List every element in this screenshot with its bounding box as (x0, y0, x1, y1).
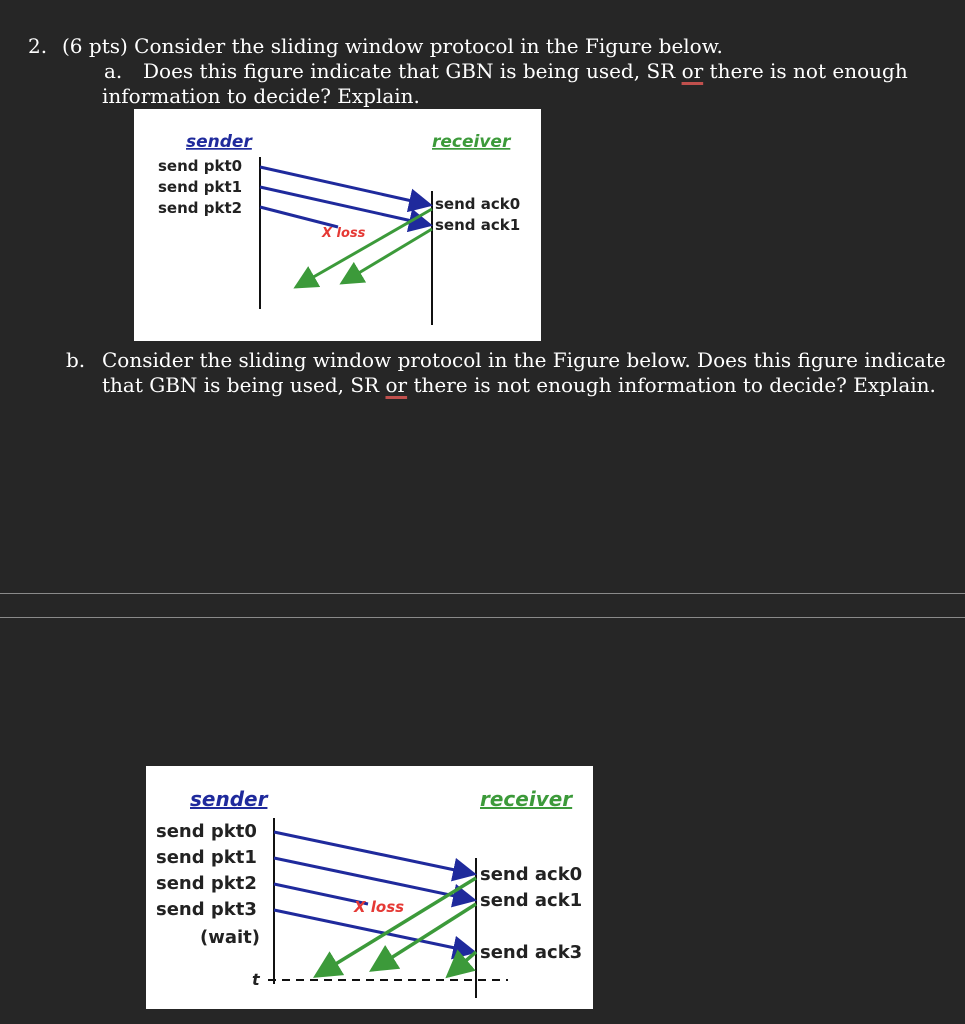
part-b-line1: Consider the sliding window protocol in the Figure below. Does this figure indicate (102, 348, 946, 372)
fig2-ack0-arrow (316, 878, 476, 976)
fig1-send-pkt1: send pkt1 (158, 178, 243, 196)
fig1-pkt1-arrow (260, 187, 430, 225)
fig2-pkt0-arrow (274, 832, 474, 874)
fig2-send-pkt1: send pkt1 (156, 847, 257, 868)
fig2-timer-label: t (252, 970, 260, 989)
fig1-sender-label: sender (186, 132, 252, 152)
fig2-send-ack1: send ack1 (480, 890, 583, 911)
fig2-receiver-label: receiver (480, 787, 573, 811)
fig2-send-pkt0: send pkt0 (156, 821, 257, 842)
fig2-send-pkt2: send pkt2 (156, 873, 257, 894)
fig1-pkt0-arrow (260, 167, 430, 205)
part-b-label: b. (66, 348, 86, 372)
part-a-line1 (143, 59, 908, 84)
part-a-line2: information to decide? Explain. (102, 84, 420, 108)
fig2-loss-label: X loss (354, 898, 405, 916)
part-b-or: or (385, 373, 408, 397)
fig2-pkt3-arrow (274, 910, 474, 952)
part-b-line2-post: there is not enough information to decide? Explain. (407, 373, 936, 397)
fig2-sender-label: sender (190, 787, 268, 811)
part-a-or: or (681, 59, 704, 83)
question-number: 2. (28, 34, 48, 58)
fig1-send-pkt2: send pkt2 (158, 199, 243, 217)
fig2-pkt1-arrow (274, 858, 474, 900)
fig1-send-pkt0: send pkt0 (158, 157, 243, 175)
fig2-send-pkt3: send pkt3 (156, 899, 257, 920)
separator-top (0, 593, 965, 594)
figure-2 (146, 766, 593, 1009)
part-a-label: a. (104, 59, 123, 83)
part-b-line2-pre: that GBN is being used, SR (102, 373, 386, 397)
fig1-pkt2-arrow (260, 207, 338, 227)
figure-2-diagram (146, 766, 593, 1009)
fig2-send-ack0: send ack0 (480, 864, 583, 885)
part-a-line1-post: there is not enough (703, 59, 908, 83)
fig2-ack3-arrow (448, 952, 476, 976)
part-a-line1-pre: Does this figure indicate that GBN is being used, SR (143, 59, 682, 83)
question-header: (6 pts) Consider the sliding window protocol in the Figure below. (62, 34, 723, 58)
fig1-send-ack0: send ack0 (435, 195, 521, 213)
fig1-send-ack1: send ack1 (435, 216, 521, 234)
fig2-wait-label: (wait) (200, 927, 261, 948)
fig1-receiver-label: receiver (432, 132, 511, 152)
part-b-line2 (102, 373, 936, 398)
fig1-loss-label: X loss (322, 226, 366, 241)
figure-1-diagram (134, 109, 541, 341)
separator-bottom (0, 617, 965, 618)
fig2-send-ack3: send ack3 (480, 942, 583, 963)
figure-1 (134, 109, 541, 341)
